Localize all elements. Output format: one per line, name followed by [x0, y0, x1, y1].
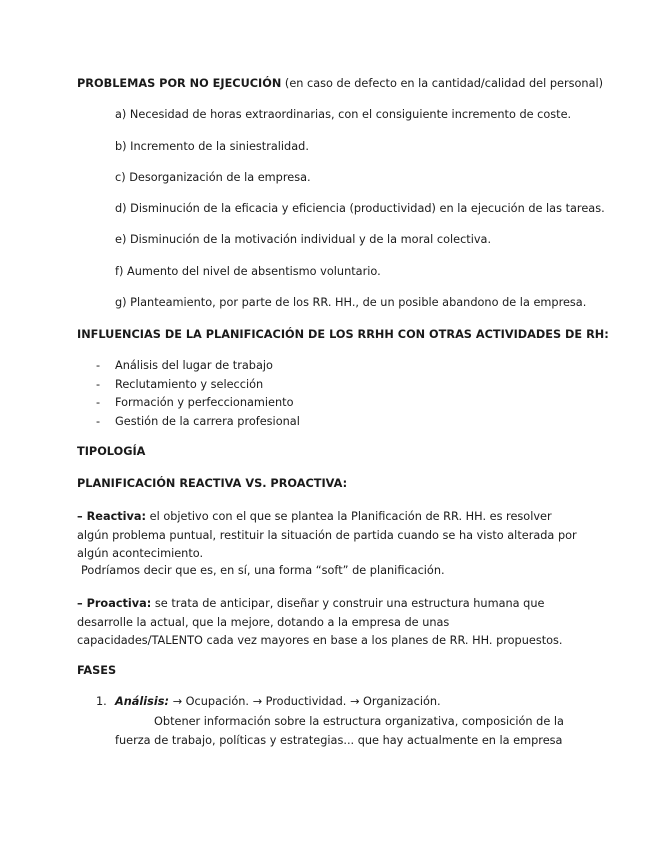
list-item: - Reclutamiento y selección: [96, 377, 264, 391]
fases-item-number: 1.: [96, 695, 107, 708]
analisis-description: Obtener información sobre la estructura organizativa, composición de la fuerza de trabajo, políticas y estrategias... que hay actualmente en la empresa: [115, 715, 564, 747]
fases-item-title: [115, 695, 441, 708]
problemas-heading-line: [77, 77, 603, 90]
fases-heading: FASES: [77, 664, 117, 677]
problemas-item: b) Incremento de la siniestralidad.: [115, 140, 309, 153]
list-item: - Formación y perfeccionamiento: [96, 396, 294, 410]
influencias-heading: INFLUENCIAS DE LA PLANIFICACIÓN DE LOS RRHH CON OTRAS ACTIVIDADES DE RH:: [77, 328, 609, 341]
proactiva-label: – Proactiva:: [77, 597, 152, 610]
influencias-list: [96, 357, 300, 431]
problemas-item: f) Aumento del nivel de absentismo voluntario.: [115, 265, 381, 278]
reactiva-extra: Podríamos decir que es, en sí, una forma “soft” de planificación.: [81, 564, 445, 577]
problemas-item: g) Planteamiento, por parte de los RR. HH., de un posible abandono de la empresa.: [115, 296, 587, 309]
list-item: - Gestión de la carrera profesional: [96, 414, 300, 428]
list-item: - Análisis del lugar de trabajo: [96, 359, 273, 372]
planificacion-heading: PLANIFICACIÓN REACTIVA VS. PROACTIVA:: [77, 477, 348, 490]
problemas-item: e) Disminución de la motivación individual y de la moral colectiva.: [115, 233, 492, 246]
tipologia-heading: TIPOLOGÍA: [77, 445, 146, 458]
problemas-heading: PROBLEMAS POR NO EJECUCIÓN: [77, 77, 282, 90]
proactiva-paragraph: [77, 595, 577, 651]
reactiva-paragraph: [77, 508, 577, 564]
problemas-item: c) Desorganización de la empresa.: [115, 171, 311, 184]
analisis-label: Análisis:: [115, 695, 169, 708]
problemas-item: d) Disminución de la eficacia y eficiencia (productividad) en la ejecución de las tareas.: [115, 202, 605, 215]
problemas-item: a) Necesidad de horas extraordinarias, con el consiguiente incremento de coste.: [115, 108, 572, 121]
reactiva-text: el objetivo con el que se plantea la Planificación de RR. HH. es resolver algún problema puntual, restituir la situación de partida cuando se ha visto alterada por algún acontecimiento.: [77, 510, 577, 560]
analisis-arrows: → Ocupación. → Productividad. → Organización.: [172, 695, 441, 708]
reactiva-label: – Reactiva:: [77, 510, 147, 523]
proactiva-text: se trata de anticipar, diseñar y construir una estructura humana que desarrolle la actual, que la mejore, dotando a la empresa de unas capacidades/TALENTO cada vez mayores en base a los planes de RR. HH. propuestos.: [77, 597, 563, 647]
problemas-subtitle: (en caso de defecto en la cantidad/calidad del personal): [284, 77, 604, 90]
